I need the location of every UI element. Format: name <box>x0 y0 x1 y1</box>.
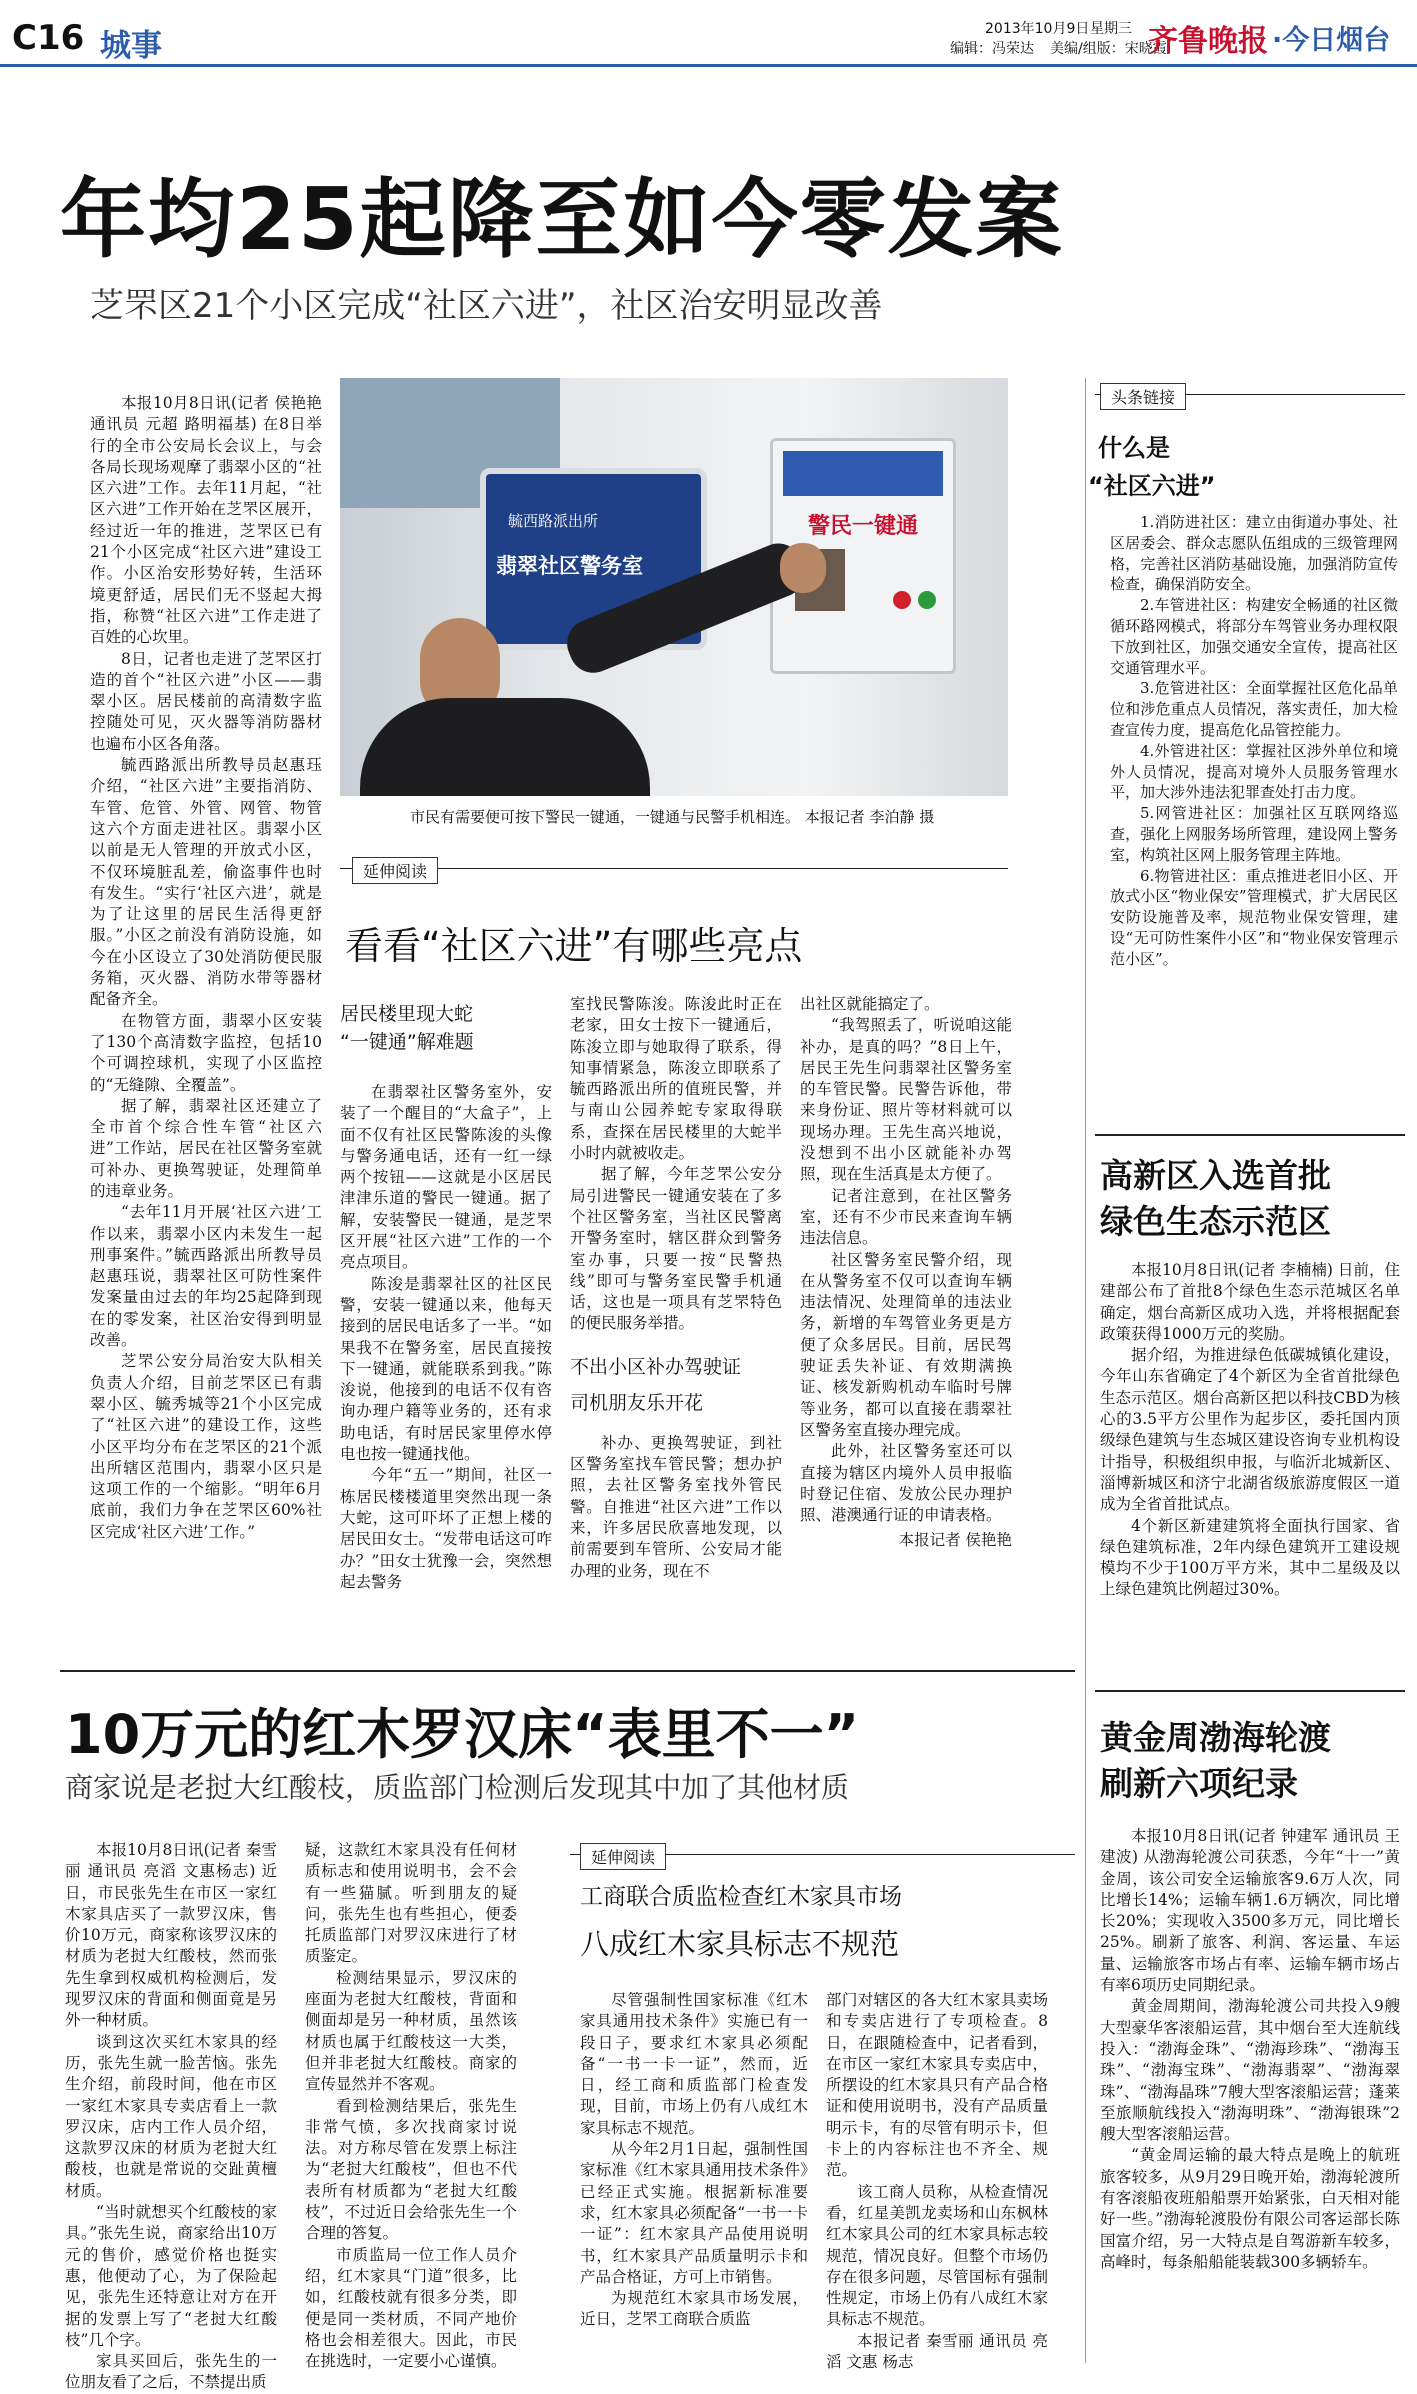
story3-subhead: 商家说是老挝大红酸枝，质监部门检测后发现其中加了其他材质 <box>65 1771 850 1804</box>
sidebar1-item-4: 4.外管进社区：掌握社区涉外单位和境外人员情况，提高对境外人员服务管理水平，加大涉外违法犯罪查处打击力度。 <box>1110 741 1398 802</box>
story3-para-4: 家具买回后，张先生的一位朋友看了之后，不禁提出质 <box>65 2352 277 2392</box>
story2-para-1: 本报10月8日讯(记者 李楠楠) 日前，住建部公布了首批8个绿色生态示范城区名单确定，烟台高新区成功入选，并将根据配套政策获得1000万元的奖励。 <box>1100 1261 1400 1343</box>
colA-para-2: 陈浚是翡翠社区的社区民警，安装一键通以来，他每天接到的居民电话多了一半。“如果我不在警务室，居民直接按下一键通，就能联系到我。”陈浚说，他接到的电话不仅有咨询办理户籍等业务的，还有求助电话，有时居民家里停水停电也按一键通找他。 <box>340 1274 552 1464</box>
sidebar1-item-2: 2.车管进社区：构建安全畅通的社区微循环路网模式，将部分车驾管业务办理权限下放到社区，加强交通安全宣传，提高社区交通管理水平。 <box>1110 596 1398 677</box>
ext2-byline: 本报记者 秦雪丽 通讯员 亮滔 文惠 杨志 <box>826 2331 1048 2372</box>
story3-para-8: 市质监局一位工作人员介绍，红木家具“门道”很多，比如，红酸枝就有很多分类，即便是同一类材质，不同产地价格也会相差很大。因此，市民在挑选时，一定要小心谨慎。 <box>305 2245 517 2371</box>
issue-weekday: 星期三 <box>1090 21 1132 37</box>
story2-para-3: 4个新区新建建筑将全面执行国家、省绿色建筑标准，2年内绿色建筑开工建设规模均不少于100万平方米，其中二星级及以上绿色建筑比例超过30%。 <box>1100 1516 1400 1599</box>
photo-caption: 市民有需要便可按下警民一键通，一键通与民警手机相连。 本报记者 李泊静 摄 <box>410 808 935 826</box>
story2-title-2: 绿色生态示范区 <box>1100 1202 1331 1241</box>
sidebar1-tag: 头条链接 <box>1100 383 1186 410</box>
sidebar1-title-1: 什么是 <box>1098 434 1170 462</box>
issue-date: 2013年10月9日 <box>985 21 1090 37</box>
story4-para-3: “黄金周运输的最大特点是晚上的航班旅客较多，从9月29日晚开始，渤海轮渡所有客滚船夜班船船票开始紧张，白天相对能好一些。”渤海轮渡股份有限公司客运部长陈国富介绍，另一大特点是自驾游新车较多，高峰时，每条船船能装载300多辆轿车。 <box>1100 2146 1400 2271</box>
edition-name: ·今日烟台 <box>1272 25 1391 56</box>
colB-para-1: 室找民警陈浚。陈浚此时正在老家，田女士按下一键通后，陈浚立即与她取得了联系，得知事情紧急，陈浚立即联系了毓西路派出所的值班民警，并与南山公园养蛇专家取得联系，查探在居民楼里的大蛇半小时内就被收走。 <box>570 995 782 1163</box>
story4-title-2: 刷新六项纪录 <box>1100 1764 1298 1803</box>
right-column-separator <box>1085 378 1086 2363</box>
story1-para-5: 据了解，翡翠社区还建立了全市首个综合性车管“社区六进”工作站，居民在社区警务室就可补办、更换驾驶证，处理简单的违章业务。 <box>90 1096 322 1200</box>
story2-body <box>1100 1260 1400 1601</box>
extended2-column-b <box>826 1990 1048 2373</box>
man-hand <box>780 543 826 593</box>
man-body <box>360 698 650 796</box>
story3-para-5: 疑，这款红木家具没有任何材质标志和使用说明书，会不会有一些猫腻。听到朋友的疑问，张先生也有些担心，便委托质监部门对罗汉床进行了材质鉴定。 <box>305 1841 517 1966</box>
colB-subhead-1: 不出小区补办驾驶证 <box>570 1355 742 1378</box>
colC-para-4: 社区警务室民警介绍，现在从警务室不仅可以查询车辆违法情况、处理简单的违法业务，新增的车驾管业务更是方便了众多居民。目前，居民驾驶证丢失补证、有效期满换证、核发新购机动车临时号牌等业务，都可以直接在翡翠社区警务室直接办理完成。 <box>800 1250 1012 1439</box>
colB-subhead-2: 司机朋友乐开花 <box>570 1391 704 1414</box>
colB-para-2: 据了解，今年芝罘公安分局引进警民一键通安装在了多个社区警务室，当社区民警离开警务室时，辖区群众到警务室办事，只要一按“民警热线”即可与警务室民警手机通话，这也是一项具有芝罘特色的便民服务举措。 <box>570 1165 782 1333</box>
story3-para-1: 本报10月8日讯(记者 秦雪丽 通讯员 亮滔 文惠杨志) 近日，市民张先生在市区一家红木家具店买了一款罗汉床，售价10万元，商家称该罗汉床的材质为老挝大红酸枝，然而张先生拿到权威机构检测后，发现罗汉床的背面和侧面竟是另外一种材质。 <box>65 1841 277 2030</box>
story1-para-7: 芝罘公安分局治安大队相关负责人介绍，目前芝罘区已有翡翠小区、毓秀城等21个小区完成了“社区六进”的建设工作，这些小区平均分布在芝罘区的21个派出所辖区范围内，翡翠小区只是这项工作的一个缩影。“明年6月底前，我们力争在芝罘区60%社区完成‘社区六进’工作。” <box>90 1352 322 1541</box>
designer-credit: 美编/组版：宋晓霞 <box>1050 41 1167 57</box>
sign-big-text: 翡翠社区警务室 <box>496 554 643 578</box>
colA-subhead-2: “一键通”解难题 <box>340 1031 474 1053</box>
box-title: 警民一键通 <box>807 514 918 539</box>
extended1-column-b <box>570 994 782 1582</box>
story2-para-2: 据介绍，为推进绿色低碳城镇化建设，今年山东省确定了4个新区为全省首批绿色生态示范区。烟台高新区把以科技CBD为核心的3.5平方公里作为起步区，委托国内顶级绿色建筑与生态城区建设咨询专业机构设计指导，积极组织申报，与临沂北城新区、淄博新城区和济宁北湖省级旅游度假区一道成为全省首批试点。 <box>1100 1346 1400 1514</box>
story1-para-4: 在物管方面，翡翠小区安装了130个高清数字监控，包括10个可调控球机，实现了小区监控的“无缝隙、全覆盖”。 <box>90 1011 322 1094</box>
story2-top-rule <box>1095 1134 1405 1136</box>
story4-para-1: 本报10月8日讯(记者 钟建军 通讯员 王建波) 从渤海轮渡公司获悉，今年“十一”黄金周，该公司安全运输旅客9.6万人次，同比增长14%；运输车辆1.6万辆次，同比增长20%；实现收入3500多万元，同比增长25%。刷新了旅客、利润、客运量、车运量、运输旅客市场占有率、运输车辆市场占有率6项历史同期纪录。 <box>1100 1827 1400 1995</box>
story1-subhead: 芝罘区21个小区完成“社区六进”，社区治安明显改善 <box>90 286 883 326</box>
story3-column1 <box>65 1840 277 2394</box>
extended1-column-c <box>800 994 1012 1552</box>
story3-headline: 10万元的红木罗汉床“表里不一” <box>65 1703 860 1766</box>
colC-para-3: 记者注意到，在社区警务室，还有不少市民来查询车辆违法信息。 <box>800 1186 1012 1248</box>
story3-para-6: 检测结果显示，罗汉床的座面为老挝大红酸枝，背面和侧面却是另一种材质，虽然该材质也属于红酸枝这一大类，但并非老挝大红酸枝。商家的宣传显然并不客观。 <box>305 1968 517 2094</box>
ext2-para-3: 为规范红木家具市场发展，近日，芝罘工商联合质监 <box>580 2289 808 2329</box>
page-number: C16 <box>12 18 85 58</box>
call-button-green <box>918 591 936 609</box>
extended1-headline: 看看“社区六进”有哪些亮点 <box>345 924 803 968</box>
sign-small-text: 毓西路派出所 <box>508 512 599 530</box>
colC-para-1: 出社区就能搞定了。 <box>800 995 940 1013</box>
story1-para-6: “去年11月开展‘社区六进’工作以来，翡翠小区内未发生一起刑事案件。”毓西路派出所教导员赵惠珏说，翡翠社区可防性案件发案量由过去的年均25起降到现在的零发案，社区治安得到明显改善。 <box>90 1203 322 1350</box>
extended2-tag: 延伸阅读 <box>580 1843 666 1870</box>
extended1-column-a <box>340 1000 552 1593</box>
sidebar1-list <box>1110 512 1398 970</box>
sidebar1-title-2: “社区六进” <box>1088 472 1216 500</box>
extended1-rule <box>340 868 1008 869</box>
story3-para-3: “当时就想买个红酸枝的家具。”张先生说，商家给出10万元的售价，感觉价格也挺实惠，他便动了心，为了保险起见，张先生还特意让对方在开据的发票上写了“老挝大红酸枝”几个字。 <box>65 2203 277 2349</box>
colC-para-2: “我驾照丢了，听说咱这能补办，是真的吗？”8日上午，居民王先生问翡翠社区警务室的车管民警。民警告诉他，带来身份证、照片等材料就可以现场办理。王先生高兴地说，没想到不出小区就能补办驾照，现在生活真是太方便了。 <box>800 1016 1012 1184</box>
section-name: 城事 <box>100 28 162 64</box>
paper-name: 齐鲁晚报 <box>1148 24 1268 59</box>
header-rule <box>0 64 1417 67</box>
colB-para-3: 补办、更换驾驶证，到社区警务室找车管民警；想办护照，去社区警务室找外管民警。自推进“社区六进”工作以来，许多居民欣喜地发现，以前需要到车管所、公安局才能办理的业务，现在不 <box>570 1433 782 1580</box>
story1-para-3: 毓西路派出所教导员赵惠珏介绍，“社区六进”主要指消防、车管、危管、外管、网管、物管这六个方面走进社区。翡翠小区以前是无人管理的开放式小区，不仅环境脏乱差，偷盗事件也时有发生。“实行‘社区六进’，就是为了让这里的居民生活得更舒服。”小区之前没有消防设施，如今在小区设立了30处消防便民服务箱，灭火器、消防水带等器材配备齐全。 <box>90 756 322 1009</box>
extended1-tag: 延伸阅读 <box>352 857 438 884</box>
ext2-para-1: 尽管强制性国家标准《红木家具通用技术条件》实施已有一段日子，要求红木家具必须配备“一书一卡一证”，然而，近日，经工商和质监部门检查发现，目前，市场上仍有八成红木家具标志不规范。 <box>580 1991 808 2137</box>
colA-para-3: 今年“五一”期间，社区一栋居民楼楼道里突然出现一条大蛇，这可吓坏了正想上楼的居民田女士。“发带电话这可咋办？”田女士犹豫一会，突然想起去警务 <box>340 1466 552 1591</box>
sidebar1-item-5: 5.网管进社区：加强社区互联网络巡查，强化上网服务场所管理，建设网上警务室，构筑社区网上服务管理主阵地。 <box>1110 804 1398 864</box>
call-button-red <box>893 591 911 609</box>
colC-para-5: 此外，社区警务室还可以直接为辖区内境外人员申报临时登记住宿、发放公民办理护照、港澳通行证的申请表格。 <box>800 1442 1012 1525</box>
extended2-title-1: 工商联合质监检查红木家具市场 <box>580 1884 902 1910</box>
story1-column1 <box>90 393 322 1543</box>
story4-top-rule <box>1095 1690 1405 1692</box>
editor-credit: 编辑：冯荣达 <box>950 41 1034 57</box>
colA-para-1: 在翡翠社区警务室外，安装了一个醒目的“大盒子”，上面不仅有社区民警陈浚的头像与警务通电话，还有一红一绿两个按钮——这就是小区居民津津乐道的警民一键通。据了解，安装警民一键通，是芝罘区开展“社区六进”工作的一个亮点项目。 <box>340 1083 552 1272</box>
colA-subhead-1: 居民楼里现大蛇 <box>340 1003 474 1025</box>
ext2-para-5: 该工商人员称，从检查情况看，红星美凯龙卖场和山东枫林红木家具公司的红木家具标志较规范，情况良好。但整个市场仍存在很多问题，尽管国标有强制性规定，市场上仍有八成红木家具标志不规范。 <box>826 2182 1048 2329</box>
story3-para-2: 谈到这次买红木家具的经历，张先生就一脸苦恼。张先生介绍，前段时间，他在市区一家红木家具专卖店看上一款罗汉床，店内工作人员介绍，这款罗汉床的材质为老挝大红酸枝，也就是常说的交趾黄檀材质。 <box>65 2032 277 2200</box>
ext2-para-2: 从今年2月1日起，强制性国家标准《红木家具通用技术条件》已经正式实施。根据新标准要求，红木家具必须配备“一书一卡一证”：红木家具产品使用说明书，红木家具产品质量明示卡和产品合格证，方可上市销售。 <box>580 2140 808 2286</box>
story3-column2 <box>305 1840 517 2372</box>
box-top-panel <box>783 451 943 496</box>
story1-para-2: 8日，记者也走进了芝罘区打造的首个“社区六进”小区——翡翠小区。居民楼前的高清数字监控随处可见，灭火器等消防器材也遍布小区各角落。 <box>90 649 322 753</box>
extended2-title-2: 八成红木家具标志不规范 <box>580 1927 900 1961</box>
sidebar1-item-6: 6.物管进社区：重点推进老旧小区、开放式小区“物业保安”管理模式，扩大居民区安防设施普及率，规范物业保安管理，建设“无可防性案件小区”和“物业保安管理示范小区”。 <box>1110 866 1398 968</box>
story4-body <box>1100 1826 1400 2273</box>
story1-photo <box>340 378 1008 796</box>
story1-para-1: 本报10月8日讯(记者 侯艳艳 通讯员 元超 路明福基) 在8日举行的全市公安局长会议上，与会各局长现场观摩了翡翠小区的“社区六进”工作。去年11月起，“社区六进”工作开始在芝罘区展开，经过近一年的推进，芝罘区已有21个小区完成“社区六进”建设工作。小区治安形势好转，生活环境更舒适，居民们无不竖起大拇指，称赞“社区六进”工作走进了百姓的心坎里。 <box>90 394 322 647</box>
story3-top-rule <box>60 1670 1075 1672</box>
colC-byline: 本报记者 侯艳艳 <box>898 1531 1012 1550</box>
ext2-para-4: 部门对辖区的各大红木家具卖场和专卖店进行了专项检查。8日，在跟随检查中，记者看到，在市区一家红木家具专卖店中，所摆设的红木家具只有产品合格证和使用说明书，没有产品质量明示卡，有的尽管有明示卡，但卡上的内容标注也不齐全、规范。 <box>826 1991 1048 2180</box>
story4-title-1: 黄金周渤海轮渡 <box>1100 1718 1331 1757</box>
story3-para-7: 看到检测结果后，张先生非常气愤，多次找商家讨说法。对方称尽管在发票上标注为“老挝大红酸枝”，但也不代表所有材质都为“老挝大红酸枝”，不过近日会给张先生一个合理的答复。 <box>305 2096 517 2243</box>
sidebar1-item-3: 3.危管进社区：全面掌握社区危化品单位和涉危重点人员情况，落实责任，加大检查宣传力度，提高危化品管控能力。 <box>1110 679 1398 739</box>
story4-para-2: 黄金周期间，渤海轮渡公司共投入9艘大型豪华客滚船运营，其中烟台至大连航线投入：“渤海金珠”、“渤海珍珠”、“渤海玉珠”、“渤海宝珠”、“渤海翡翠”、“渤海翠珠”、“渤海晶珠”7艘大型客滚船运营；蓬莱至旅顺航线投入“渤海明珠”、“渤海银珠”2艘大型客滚船运营。 <box>1100 1997 1400 2144</box>
sidebar1-item-1: 1.消防进社区：建立由街道办事处、社区居委会、群众志愿队伍组成的三级管理网格，完善社区消防基础设施，加强消防宣传检查，确保消防安全。 <box>1110 513 1398 594</box>
story1-headline: 年均25起降至如今零发案 <box>60 170 1064 270</box>
extended2-column-a <box>580 1990 808 2331</box>
story2-title-1: 高新区入选首批 <box>1100 1156 1331 1195</box>
page-header <box>0 0 1417 70</box>
